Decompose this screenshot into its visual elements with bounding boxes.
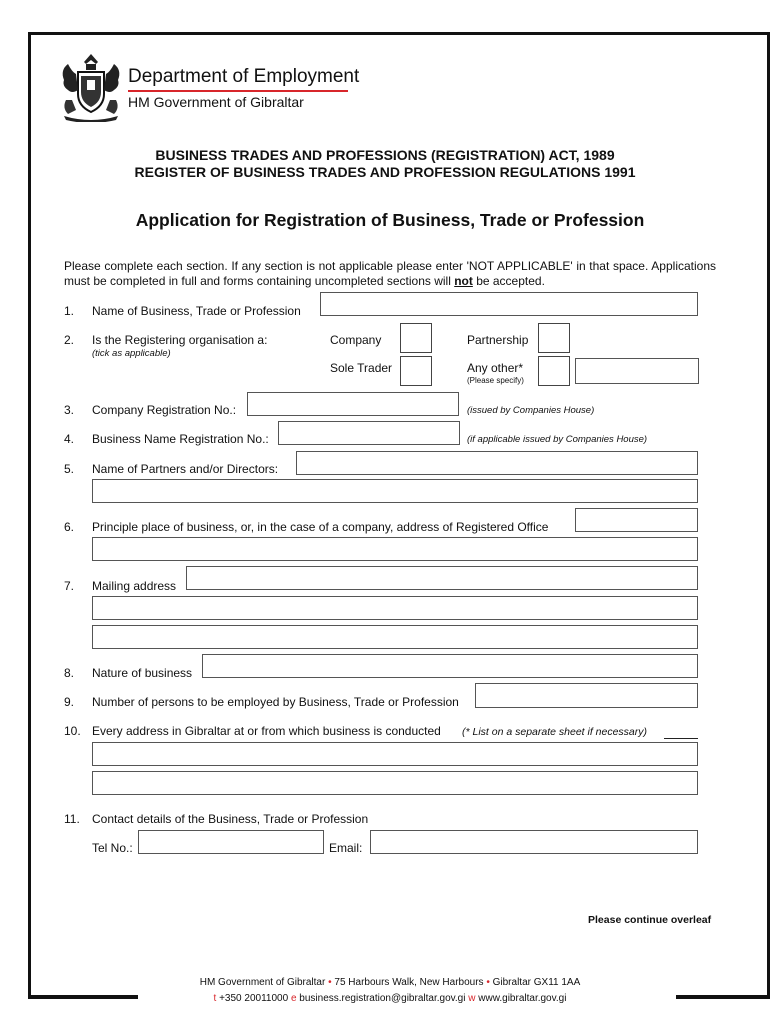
sole-trader-option-label: Sole Trader	[330, 361, 393, 375]
instructions: Please complete each section. If any section is not applicable please enter 'NOT APPLICABLE' in that space. Applications must be completed in full and forms containing uncompleted sections will not be accepted.	[64, 259, 716, 288]
persons-employed-label: Number of persons to be employed by Business, Trade or Profession	[92, 695, 459, 709]
tel-label: Tel No.:	[92, 841, 133, 855]
partners-directors-field[interactable]	[296, 451, 698, 475]
field-number: 9.	[64, 695, 75, 709]
if-applicable-note: (if applicable issued by Companies House)	[467, 434, 648, 445]
field-number: 4.	[64, 432, 75, 446]
company-registration-label: Company Registration No.:	[92, 403, 237, 417]
business-name-registration-label: Business Name Registration No.:	[92, 432, 269, 446]
email-label: Email:	[329, 841, 363, 855]
field-number: 11.	[64, 812, 80, 826]
organisation-type-label: Is the Registering organisation a:	[92, 333, 268, 347]
mailing-address-label: Mailing address	[92, 579, 177, 593]
mailing-address-field[interactable]	[186, 566, 698, 590]
partners-directors-label: Name of Partners and/or Directors:	[92, 462, 279, 476]
email-field[interactable]	[370, 830, 698, 854]
business-name-label: Name of Business, Trade or Profession	[92, 304, 301, 318]
field-number: 1.	[64, 304, 75, 318]
contact-details-label: Contact details of the Business, Trade or Profession	[92, 812, 369, 826]
footer-contact: t +350 20011000 e business.registration@gibraltar.gov.gi w www.gibraltar.gov.gi	[213, 993, 567, 1004]
footer-address: HM Government of Gibraltar • 75 Harbours Walk, New Harbours • Gibraltar GX11 1AA	[199, 977, 581, 988]
please-specify-note: (Please specify)	[467, 376, 524, 385]
companies-house-note: (issued by Companies House)	[467, 405, 595, 416]
any-other-option-label: Any other*	[467, 361, 524, 375]
registered-office-label: Principle place of business, or, in the case of a company, address of Registered Office	[92, 520, 549, 534]
company-checkbox[interactable]	[400, 323, 432, 353]
partners-directors-field-line2[interactable]	[92, 479, 698, 503]
act-title-line2: REGISTER OF BUSINESS TRADES AND PROFESSION REGULATIONS 1991	[134, 164, 636, 180]
coat-of-arms-icon	[58, 50, 124, 122]
sole-trader-checkbox[interactable]	[400, 356, 432, 386]
field-number: 10.	[64, 724, 81, 738]
company-registration-field[interactable]	[247, 392, 459, 416]
nature-of-business-label: Nature of business	[92, 666, 193, 680]
business-name-field[interactable]	[320, 292, 698, 316]
field-number: 6.	[64, 520, 75, 534]
header-rule	[128, 90, 348, 92]
note-underline	[664, 738, 698, 739]
field-number: 8.	[64, 666, 75, 680]
business-addresses-label: Every address in Gibraltar at or from which business is conducted	[92, 724, 441, 738]
field-number: 7.	[64, 579, 75, 593]
page-border-top	[28, 32, 770, 35]
mailing-address-field-line3[interactable]	[92, 625, 698, 649]
other-specify-field[interactable]	[575, 358, 699, 384]
continue-overleaf-note: Please continue overleaf	[588, 914, 712, 926]
mailing-address-field-line2[interactable]	[92, 596, 698, 620]
act-title-line1: BUSINESS TRADES AND PROFESSIONS (REGISTRATION) ACT, 1989	[155, 147, 615, 163]
tel-field[interactable]	[138, 830, 324, 854]
nature-of-business-field[interactable]	[202, 654, 698, 678]
registered-office-field-line2[interactable]	[92, 537, 698, 561]
partnership-checkbox[interactable]	[538, 323, 570, 353]
separate-sheet-note: (* List on a separate sheet if necessary)	[462, 726, 648, 738]
government-name: HM Government of Gibraltar	[128, 94, 304, 110]
business-addresses-field-line2[interactable]	[92, 771, 698, 795]
business-addresses-field[interactable]	[92, 742, 698, 766]
page-title: Application for Registration of Business, Trade or Profession	[135, 210, 645, 230]
any-other-checkbox[interactable]	[538, 356, 570, 386]
field-number: 2.	[64, 333, 75, 347]
business-name-registration-field[interactable]	[278, 421, 460, 445]
tick-note: (tick as applicable)	[92, 348, 171, 359]
partnership-option-label: Partnership	[467, 333, 529, 347]
field-number: 3.	[64, 403, 75, 417]
persons-employed-field[interactable]	[475, 683, 698, 708]
field-number: 5.	[64, 462, 75, 476]
company-option-label: Company	[330, 333, 382, 347]
department-name: Department of Employment	[128, 66, 360, 87]
registered-office-field[interactable]	[575, 508, 698, 532]
